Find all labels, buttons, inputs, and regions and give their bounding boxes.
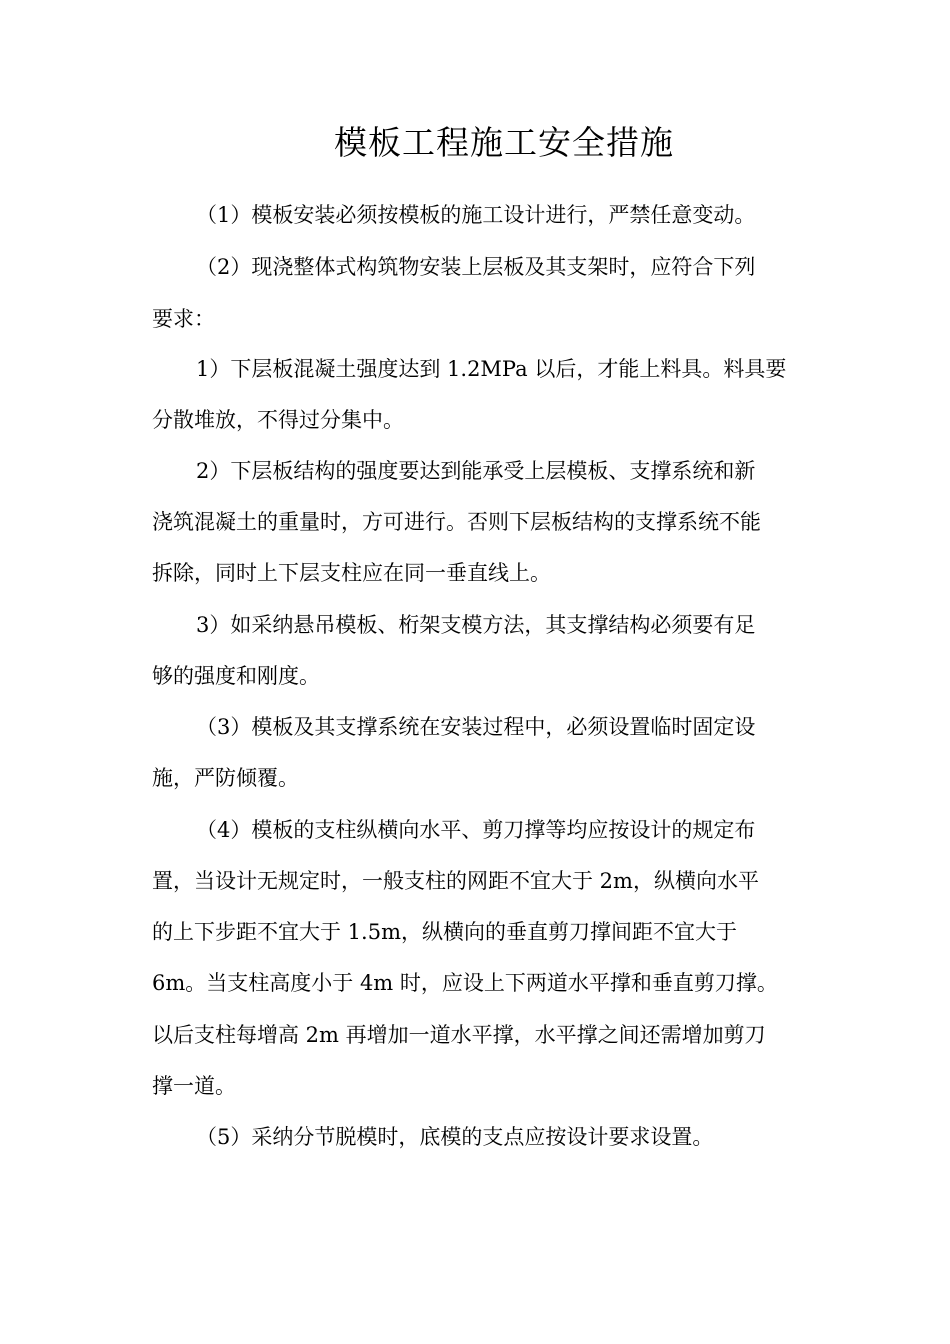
paragraph-line: 1）下层板混凝土强度达到 1.2MPa 以后，才能上料具。料具要 [196, 357, 787, 381]
paragraph-line: 要求： [152, 307, 215, 331]
paragraph-line: 拆除，同时上下层支柱应在同一垂直线上。 [152, 561, 551, 585]
paragraph-line: （5）采纳分节脱模时，底模的支点应按设计要求设置。 [196, 1125, 714, 1149]
paragraph-line: （2）现浇整体式构筑物安装上层板及其支架时，应符合下列 [196, 255, 756, 279]
paragraph-line: 6m。当支柱高度小于 4m 时，应设上下两道水平撑和垂直剪刀撑。 [152, 971, 778, 995]
paragraph-line: 置，当设计无规定时，一般支柱的网距不宜大于 2m，纵横向水平 [152, 869, 759, 893]
paragraph-line: 的上下步距不宜大于 1.5m，纵横向的垂直剪刀撑间距不宜大于 [152, 920, 737, 944]
paragraph-line: 撑一道。 [152, 1074, 236, 1098]
paragraph-line: 分散堆放，不得过分集中。 [152, 408, 404, 432]
paragraph-line: 够的强度和刚度。 [152, 664, 320, 688]
paragraph-line: 3）如采纳悬吊模板、桁架支模方法，其支撑结构必须要有足 [196, 613, 756, 637]
paragraph-line: （1）模板安装必须按模板的施工设计进行，严禁任意变动。 [196, 203, 756, 227]
paragraph-line: 2）下层板结构的强度要达到能承受上层模板、支撑系统和新 [196, 459, 756, 483]
paragraph-line: （4）模板的支柱纵横向水平、剪刀撑等均应按设计的规定布 [196, 818, 756, 842]
paragraph-line: （3）模板及其支撑系统在安装过程中，必须设置临时固定设 [196, 715, 756, 739]
document-title: 模板工程施工安全措施 [334, 123, 674, 162]
paragraph-line: 浇筑混凝土的重量时，方可进行。否则下层板结构的支撑系统不能 [152, 510, 761, 534]
paragraph-line: 以后支柱每增高 2m 再增加一道水平撑，水平撑之间还需增加剪刀 [152, 1023, 766, 1047]
paragraph-line: 施，严防倾覆。 [152, 766, 299, 790]
